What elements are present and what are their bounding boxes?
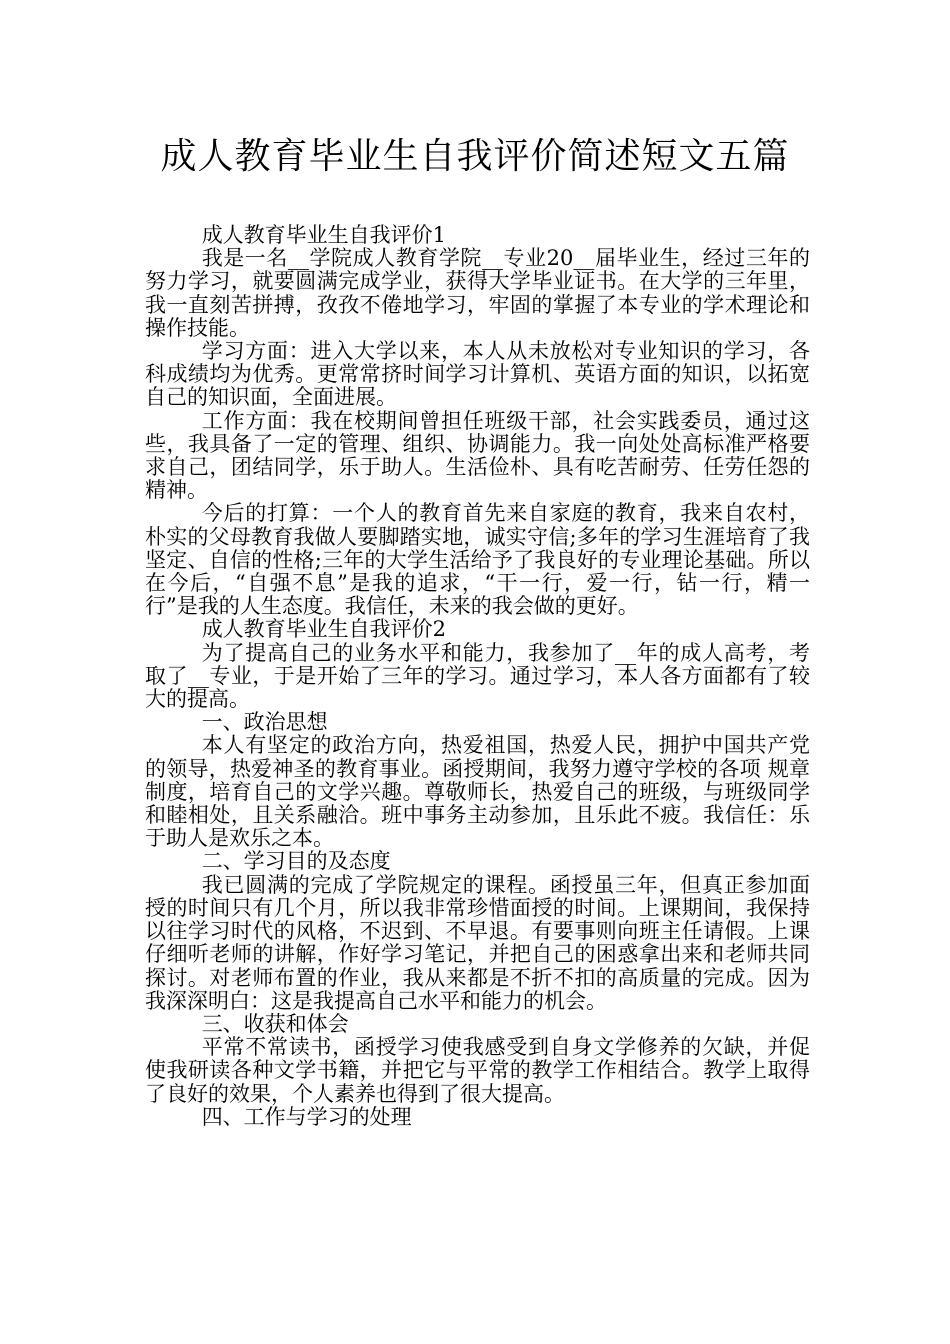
paragraph-intro: 我是一名__学院成人教育学院__专业20__届毕业生，经过三年的努力学习，就要圆满完成学业，获得大学毕业证书。在大学的三年里，我一直刻苦拼搏，孜孜不倦地学习，牢固的掌握了本专业的学术理论和操作技能。 xyxy=(145,246,810,340)
section-heading-2: 成人教育毕业生自我评价2 xyxy=(201,617,447,642)
subheading-politics: 一、政治思想 xyxy=(201,710,328,735)
document-body xyxy=(145,224,810,1129)
subheading-gains: 三、收获和体会 xyxy=(201,1011,349,1036)
paragraph-work: 工作方面：我在校期间曾担任班级干部，社会实践委员，通过这些，我具备了一定的管理、组织、协调能力。我一向处处高标准严格要求自己，团结同学，乐于助人。生活俭朴、具有吃苦耐劳、任劳任怨的精神。 xyxy=(145,408,810,503)
paragraph-attitude: 我已圆满的完成了学院规定的课程。函授虽三年，但真正参加面授的时间只有几个月，所以我非常珍惜面授的时间。上课期间，我保持以往学习时代的风格，不迟到、不早退。有要事则向班主任请假。上课仔细听老师的讲解，作好学习笔记，并把自己的困惑拿出来和老师共同探讨。对老师布置的作业，我从来都是不折不扣的高质量的完成。因为我深深明白：这是我提高自己水平和能力的机会。 xyxy=(145,872,810,1013)
subheading-attitude: 二、学习目的及态度 xyxy=(201,849,391,874)
subheading-work-study: 四、工作与学习的处理 xyxy=(201,1104,412,1129)
paragraph-politics: 本人有坚定的政治方向，热爱祖国，热爱人民，拥护中国共产党的领导，热爱神圣的教育事业。函授期间，我努力遵守学校的各项 规章制度，培育自己的文学兴趣。尊敬师长，热爱自己的班级，与班级同学和睦相处，且关系融洽。班中事务主动参加，且乐此不疲。我信任：乐于助人是欢乐之本。 xyxy=(145,733,810,851)
paragraph-intro-2: 为了提高自己的业务水平和能力，我参加了__年的成人高考，考取了__专业，于是开始了三年的学习。通过学习，本人各方面都有了较大的提高。 xyxy=(145,640,810,712)
section-heading-1: 成人教育毕业生自我评价1 xyxy=(201,223,447,247)
paragraph-gains: 平常不常读书，函授学习使我感受到自身文学修养的欠缺，并促使我研读各种文学书籍，并把它与平常的教学工作相结合。教学上取得了良好的效果，个人素养也得到了很大提高。 xyxy=(145,1035,810,1106)
paragraph-study: 学习方面：进入大学以来，本人从未放松对专业知识的学习，各科成绩均为优秀。更常常挤时间学习计算机、英语方面的知识，以拓宽自己的知识面，全面进展。 xyxy=(145,339,810,410)
paragraph-plans: 今后的打算：一个人的教育首先来自家庭的教育，我来自农村，朴实的父母教育我做人要脚踏实地，诚实守信;多年的学习生涯培育了我坚定、自信的性格;三年的大学生活给予了我良好的专业理论基础。所以在今后，“自强不息”是我的追求，“干一行，爱一行，钻一行，精一行”是我的人生态度。我信任，未来的我会做的更好。 xyxy=(145,501,810,619)
document-title: 成人教育毕业生自我评价简述短文五篇 xyxy=(160,136,790,177)
